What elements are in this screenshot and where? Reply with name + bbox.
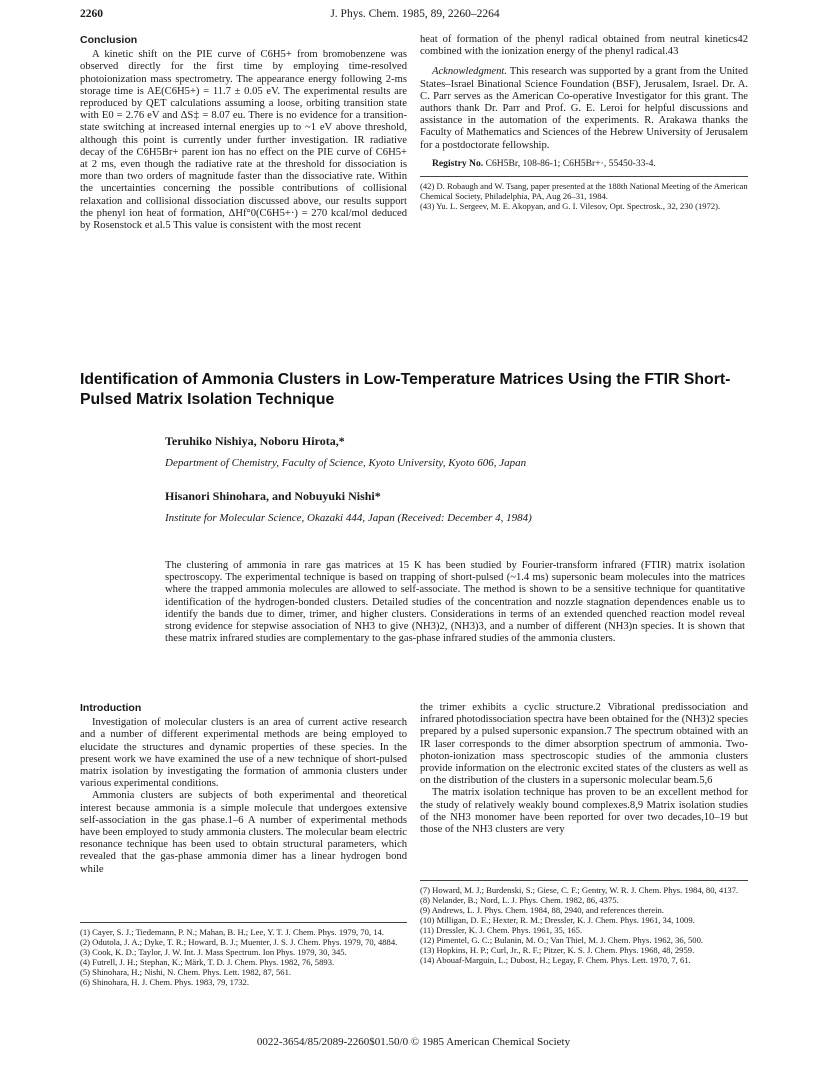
page-header <box>80 8 750 26</box>
acknowledgment-paragraph <box>420 66 748 151</box>
footnote-8: (8) Nelander, B.; Nord, L. J. Phys. Chem. 1982, 86, 4375. <box>420 895 619 905</box>
intro-right-paragraph-1: the trimer exhibits a cyclic structure.2 Vibrational predissociation and infrared photodissociation spectra have been obtained for the (NH3)2 species prepared by a pulsed supersonic expansion.7 The spectrum obtained with an IR laser corresponds to the dimer absorption spectrum of ammonia. Two-photon-ionization mass spectroscopic studies of the ammonia clusters provide information on the electronic excited states of the clusters as well as on the distribution of the clusters in a supersonic molecular beam.5,6 <box>420 702 748 787</box>
introduction-left-column <box>80 702 407 876</box>
footnote-14: (14) Abouaf-Marguin, L.; Dubost, H.; Legay, F. Chem. Phys. Lett. 1970, 7, 61. <box>420 955 691 965</box>
right-footnotes <box>420 880 748 965</box>
intro-right-paragraph-2: The matrix isolation technique has proven to be an excellent method for the study of relatively weakly bound complexes.8,9 Matrix isolation studies of the NH3 monomer have been reported for over two decades,10–19 but those of the NH3 clusters are very <box>420 787 748 836</box>
registry-text: C6H5Br, 108-86-1; C6H5Br+·, 55450-33-4. <box>485 157 656 169</box>
footnote-6: (6) Shinohara, H. J. Chem. Phys. 1983, 79, 1732. <box>80 977 250 987</box>
footnote-12: (12) Pimentel, G. C.; Bulanin, M. O.; Van Thiel, M. J. Chem. Phys. 1962, 36, 500. <box>420 935 704 945</box>
affiliation-2: Institute for Molecular Science, Okazaki 444, Japan (Received: December 4, 1984) <box>165 512 532 524</box>
footnote-7: (7) Howard, M. J.; Burdenski, S.; Giese, C. F.; Gentry, W. R. J. Chem. Phys. 1984, 80, 4137. <box>420 885 739 895</box>
footnote-3: (3) Cook, K. D.; Taylor, J. W. Int. J. Mass Spectrum. Ion Phys. 1979, 30, 345. <box>80 947 347 957</box>
footnote-13: (13) Hopkins, H. P.; Curl, Jr., R. F.; Pitzer, K. S. J. Chem. Phys. 1968, 48, 2959. <box>420 945 695 955</box>
footnote-9: (9) Andrews, L. J. Phys. Chem. 1984, 88, 2940, and references therein. <box>420 905 664 915</box>
acknowledgment-text: This research was supported by a grant from the United States–Israel Binational Science Foundation (BSF), Jerusalem, Israel. Dr. A. C. Parr serves as the American Co-operative Investigator for this grant. The authors thank Dr. Parr and Prof. G. E. Leroi for helpful discussions and assistance in the automation of the experiments. R. Arakawa thanks the Faculty of Mathematics and Sciences of the Hebrew University of Jerusalem for a postdoctorate fellowship. <box>420 66 748 151</box>
left-footnotes <box>80 922 407 987</box>
footnote-10: (10) Milligan, D. E.; Hexter, R. M.; Dressler, K. J. Chem. Phys. 1961, 34, 1009. <box>420 915 695 925</box>
registry-line <box>420 158 748 170</box>
footnote-1: (1) Cayer, S. J.; Tiedemann, P. N.; Mahan, B. H.; Lee, Y. T. J. Chem. Phys. 1979, 70, 14. <box>80 927 384 937</box>
footnote-rule <box>420 176 748 177</box>
abstract: The clustering of ammonia in rare gas matrices at 15 K has been studied by Fourier-transform infrared (FTIR) matrix isolation spectroscopy. The experimental technique is based on trapping of short-pulsed (~1.4 ms) supersonic beam molecules into the matrices where the trapped ammonia molecules are allowed to self-associate. The method is shown to be a sensitive technique for quantitative identification of the hydrogen-bonded clusters. Detailed studies of the concentration and nozzle stagnation dependences enable us to identify the bands due to dimer, trimer, and higher clusters. Considerations in terms of an extended quenched reaction model reveal strong evidence for stepwise association of NH3 to give (NH3)2, (NH3)3, and a number of different (NH3)n species. It is shown that these matrix infrared studies are complementary to the gas-phase infrared studies of the ammonia clusters. <box>165 560 745 645</box>
conclusion-text: A kinetic shift on the PIE curve of C6H5+ from bromobenzene was observed directly for the first time by employing time-resolved photoionization mass spectrometry. The appearance energy following 2-ms storage time is AE(C6H5+) = 11.7 ± 0.05 eV. The experimental results are reproduced by QET calculations assuming a loose, orbiting transition state with E0 = 2.76 eV and ΔS‡ = 8.07 eu. There is no evidence for a transition-state switching at increased internal energies up to ~1 eV above threshold, although this point is currently under further investigation. IR radiative decay of the C6H5Br+ parent ion has no effect on the PIE curve of C6H5+ at 2 ms, even though the radiative rate at the threshold for dissociation is more than two orders of magnitude faster than the dissociative rate. Within the uncertainties concerning the possible contributions of collisional relaxation and collisional dissociation discussed above, our results support the phenyl ion heat of formation, ΔHf°0(C6H5+·) = 270 kcal/mol deduced by Rosenstock et al.5 This value is consistent with the most recent <box>80 49 407 232</box>
introduction-heading: Introduction <box>80 702 142 714</box>
introduction-right-column <box>420 702 748 836</box>
footnote-42: (42) D. Robaugh and W. Tsang, paper presented at the 188th National Meeting of the American Chemical Society, Philadelphia, PA, Aug 26–31, 1984. <box>420 181 748 202</box>
conclusion-section <box>80 34 407 232</box>
authors-line-1: Teruhiko Nishiya, Noboru Hirota,* <box>165 434 345 448</box>
continuation-text: heat of formation of the phenyl radical obtained from neutral kinetics42 combined with the ionization energy of the phenyl radical.43 <box>420 34 748 58</box>
acknowledgment-label: Acknowledgment. <box>432 66 508 78</box>
article-title: Identification of Ammonia Clusters in Low-Temperature Matrices Using the FTIR Short-Pulsed Matrix Isolation Technique <box>80 371 731 408</box>
right-top-column <box>420 34 748 211</box>
footnote-5: (5) Shinohara, H.; Nishi, N. Chem. Phys. Lett. 1982, 87, 561. <box>80 967 292 977</box>
footnote-2: (2) Odutola, J. A.; Dyke, T. R.; Howard, B. J.; Muenter, J. S. J. Chem. Phys. 1979, 70, 4884. <box>80 937 398 947</box>
intro-paragraph-1: Investigation of molecular clusters is an area of current active research and a number of different experimental methods are being employed to elucidate the structures and dynamic properties of these species. In the present work we have examined the use of a new technique of short-pulsed matrix isolation by investigating the formation of ammonia clusters under various experimental conditions. <box>80 717 407 790</box>
footnote-43: (43) Yu. L. Sergeev, M. E. Akopyan, and G. I. Vilesov, Opt. Spectrosk., 32, 230 (1972). <box>420 201 721 212</box>
authors-line-2: Hisanori Shinohara, and Nobuyuki Nishi* <box>165 489 381 503</box>
conclusion-heading: Conclusion <box>80 34 138 46</box>
journal-citation: J. Phys. Chem. 1985, 89, 2260–2264 <box>330 8 500 20</box>
footnote-4: (4) Futrell, J. H.; Stephan, K.; Märk, T. D. J. Chem. Phys. 1982, 76, 5893. <box>80 957 335 967</box>
registry-label: Registry No. <box>432 157 484 169</box>
page-footer: 0022-3654/85/2089-2260$01.50/0 © 1985 American Chemical Society <box>256 1036 571 1048</box>
intro-paragraph-2: Ammonia clusters are subjects of both experimental and theoretical interest because ammonia is a simple molecule that undergoes extensive self-association in the gas phase.1–6 A number of experimental methods have been employed to study ammonia clusters. The molecular beam electric resonance technique has been used to obtain structural parameters, which revealed that the gas-phase ammonia dimer has a linear hydrogen bond while <box>80 790 407 875</box>
top-footnotes <box>420 181 748 211</box>
affiliation-1: Department of Chemistry, Faculty of Science, Kyoto University, Kyoto 606, Japan <box>165 457 527 469</box>
footnote-11: (11) Dressler, K. J. Chem. Phys. 1961, 35, 165. <box>420 925 583 935</box>
page-number: 2260 <box>80 8 103 20</box>
